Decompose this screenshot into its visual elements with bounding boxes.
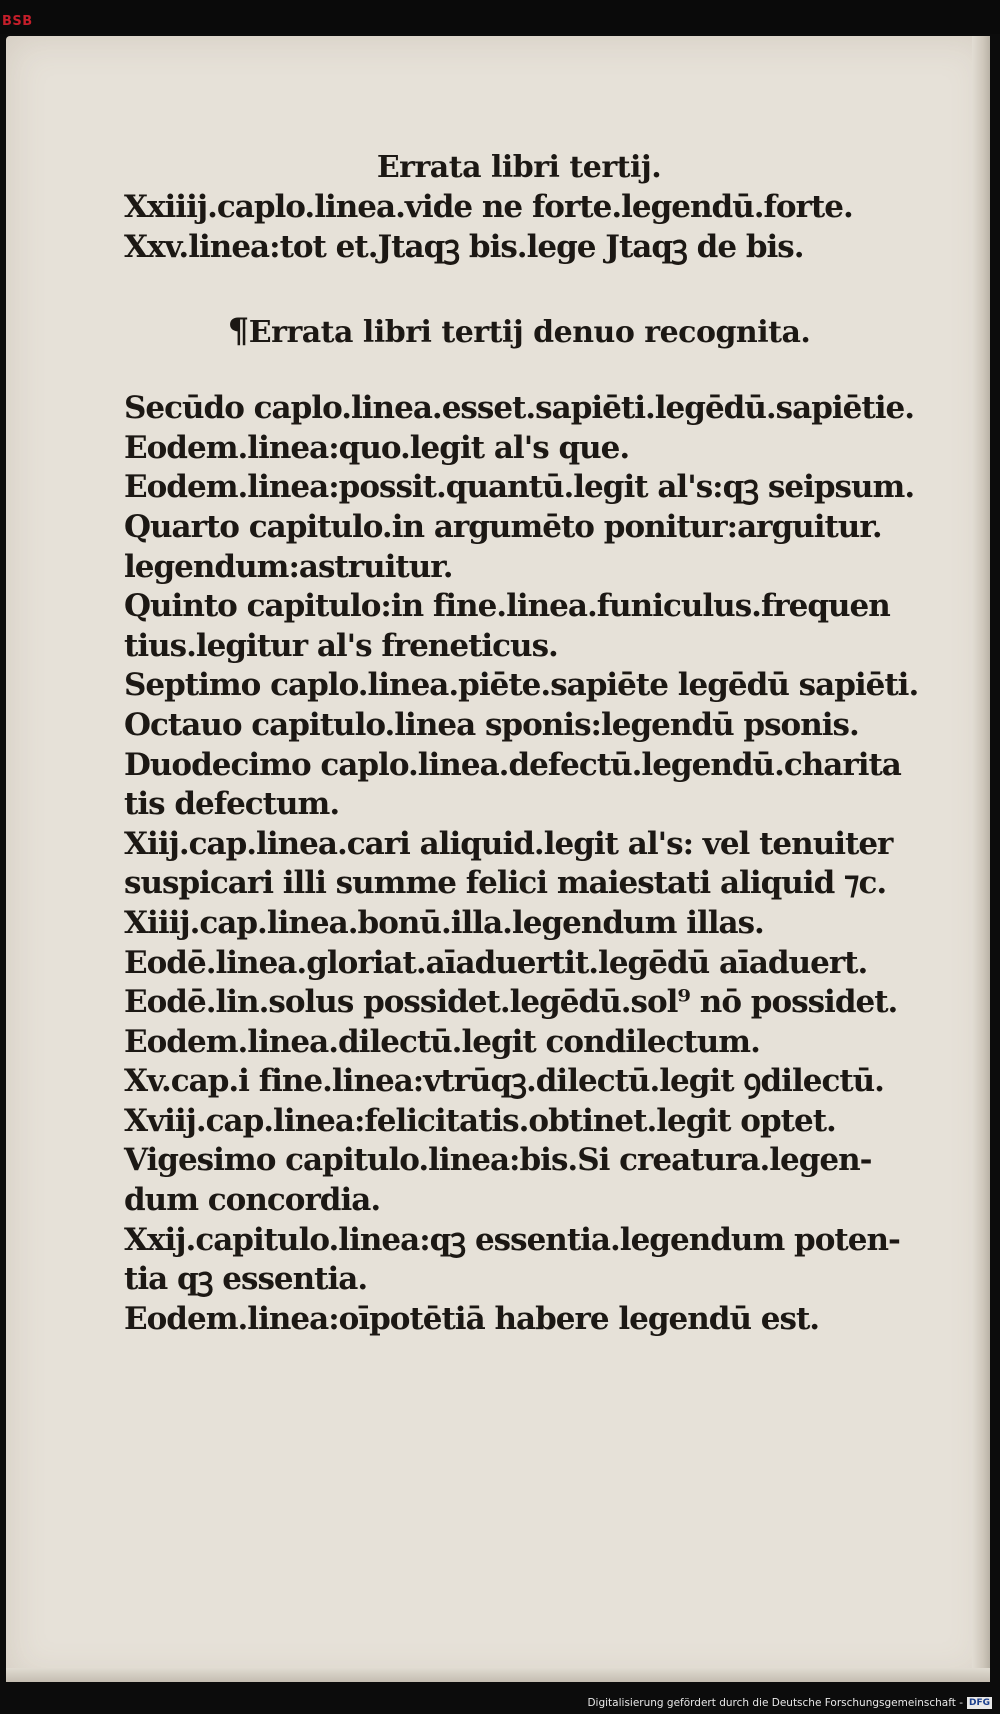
text-line: Secūdo caplo.linea.esset.sapiēti.legēdū.sapiētie. [124, 390, 914, 427]
bsb-logo: BSB [2, 14, 33, 29]
text-line: Eodē.linea.gloriat.aīaduertit.legēdū aīaduert. [124, 944, 868, 981]
page-edge [972, 36, 990, 1682]
section-heading-text: Errata libri tertij denuo recognita. [248, 315, 811, 351]
text-line: Xiiij.cap.linea.bonū.illa.legendum illas. [124, 904, 764, 941]
text-line: Eodem.linea.dilectū.legit condilectum. [124, 1023, 760, 1060]
text-line: Duodecimo caplo.linea.defectū.legendū.charita [124, 746, 901, 783]
text-line: Eodem.linea:possit.quantū.legit al's:qꝫ seipsum. [124, 469, 915, 506]
errata-text-block [124, 148, 919, 1339]
text-line: Quinto capitulo:in fine.linea.funiculus.frequen [124, 588, 890, 625]
text-line: Xv.cap.i fine.linea:vtrūqꝫ.dilectū.legit ꝯdilectū. [124, 1063, 884, 1100]
dfg-logo: DFG [968, 1698, 990, 1708]
text-line: dum concordia. [124, 1182, 381, 1219]
page-bottom-edge [6, 1668, 990, 1682]
text-line: Eodem.linea:quo.legit al's que. [124, 429, 630, 466]
text-line: Xxiiij.caplo.linea.vide ne forte.legendū.forte. [124, 189, 853, 225]
text-line: Xviij.cap.linea:felicitatis.obtinet.legit optet. [124, 1102, 836, 1139]
text-line: legendum:astruitur. [124, 548, 453, 585]
text-line: Eodē.lin.solus possidet.legēdū.sol⁹ nō possidet. [124, 984, 898, 1021]
funding-footer [587, 1697, 992, 1709]
section-heading [124, 311, 914, 353]
book-page [6, 36, 990, 1682]
text-line: tis defectum. [124, 786, 340, 823]
text-line: Xxv.linea:tot et.Jtaqꝫ bis.lege Jtaqꝫ de bis. [124, 228, 804, 265]
text-line: suspicari illi summe felici maiestati aliquid ⁊c. [124, 865, 887, 902]
page-heading: Errata libri tertij. [376, 150, 662, 185]
funding-text: Digitalisierung gefördert durch die Deutsche Forschungsgemeinschaft - [587, 1697, 963, 1709]
text-line: Septimo caplo.linea.piēte.sapiēte legēdū sapiēti. [124, 667, 919, 704]
top-strip [0, 0, 1000, 34]
text-line: Xxij.capitulo.linea:qꝫ essentia.legendum poten- [124, 1221, 900, 1258]
text-line: Octauo capitulo.linea sponis:legendū psonis. [124, 706, 859, 743]
text-line: Xiij.cap.linea.cari aliquid.legit al's: vel tenuiter [124, 825, 893, 862]
text-line: Eodem.linea:oīpotētiā habere legendū est. [124, 1300, 820, 1337]
text-line: Quarto capitulo.in argumēto ponitur:arguitur. [124, 508, 882, 545]
text-line: tius.legitur al's freneticus. [124, 627, 558, 664]
pilcrow-mark: ¶ [227, 311, 249, 352]
text-line: Vigesimo capitulo.linea:bis.Si creatura.legen- [124, 1142, 872, 1179]
text-line: tia qꝫ essentia. [124, 1261, 368, 1298]
